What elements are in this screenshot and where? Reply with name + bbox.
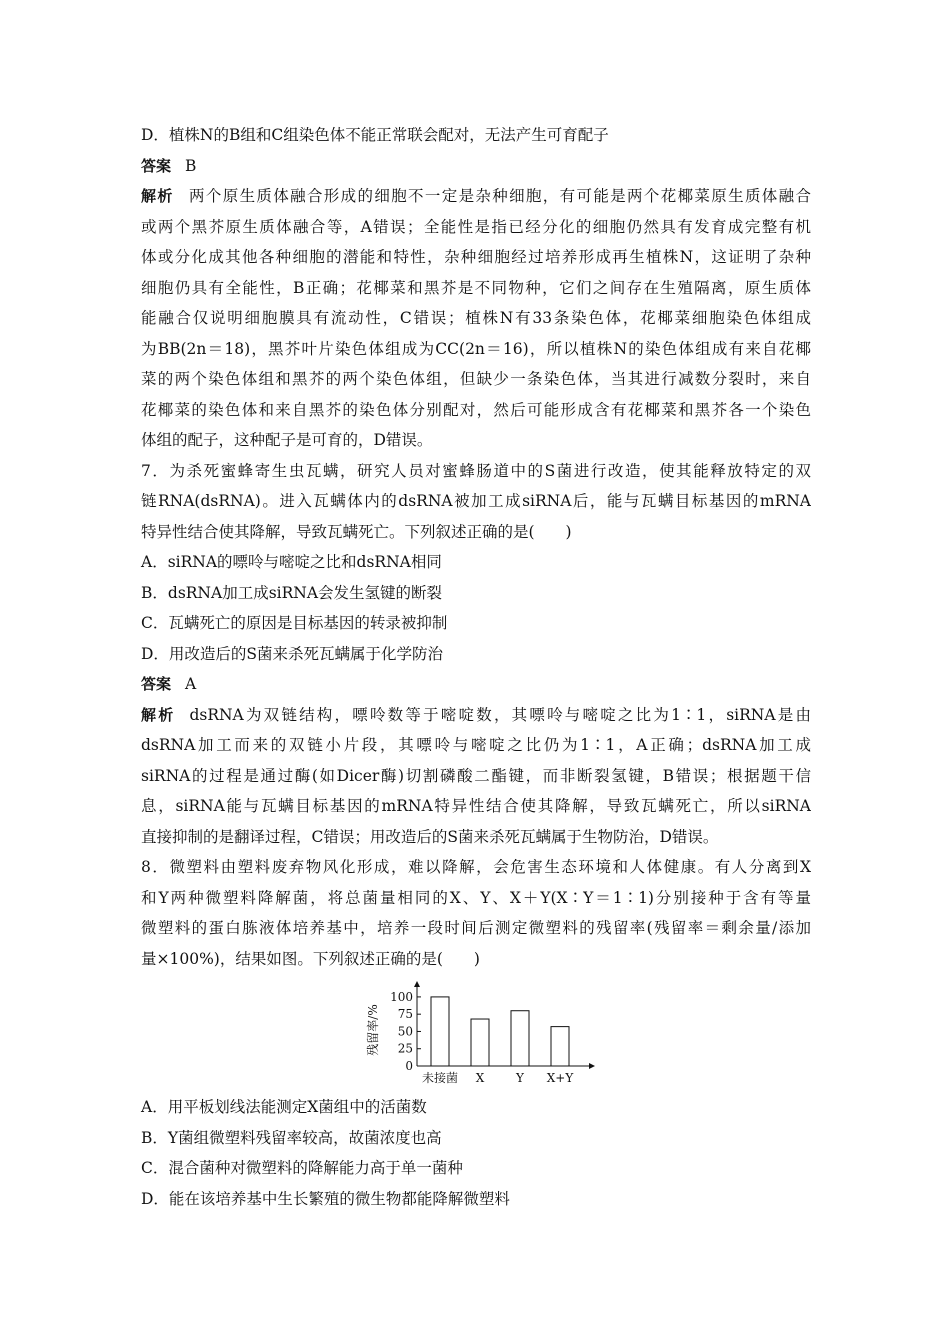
bar	[431, 997, 449, 1066]
q7-answer	[141, 669, 811, 700]
q7-stem-line: 特异性结合使其降解，导致瓦螨死亡。下列叙述正确的是( )	[141, 522, 572, 541]
q8-option-d: D．能在该培养基中生长繁殖的微生物都能降解微塑料	[141, 1189, 510, 1208]
q7-analysis-line: 息，siRNA能与瓦螨目标基因的mRNA特异性结合使其降解，导致瓦螨死亡，所以siRNA	[141, 797, 811, 815]
y-tick-label: 50	[397, 1024, 413, 1039]
q6-analysis-label: 解析	[141, 187, 174, 205]
x-axis-arrow	[589, 1063, 595, 1069]
q7-option-c: C．瓦螨死亡的原因是目标基因的转录被抑制	[141, 614, 448, 632]
q7-option-a: A．siRNA的嘌呤与嘧啶之比和dsRNA相同	[141, 553, 442, 571]
q6-analysis-line: 花椰菜的染色体和来自黑芥的染色体分别配对，然后可能形成含有花椰菜和黑芥各一个染色	[141, 400, 811, 419]
y-axis-arrow	[414, 981, 420, 987]
q6-analysis-line: 解析 两个原生质体融合形成的细胞不一定是杂种细胞，有可能是两个花椰菜原生质体融合	[141, 187, 811, 205]
x-tick-label: 未接菌	[421, 1071, 459, 1085]
q6-answer-label: 答案	[141, 156, 172, 175]
q6-option-d: D．植株N的B组和C组染色体不能正常联会配对，无法产生可育配子	[141, 126, 609, 144]
bar	[511, 1011, 529, 1066]
q6-analysis-line: 能融合仅说明细胞膜具有流动性，C错误；植株N有33条染色体，花椰菜细胞染色体组成	[141, 309, 811, 327]
residual-rate-chart	[141, 978, 811, 1090]
q8-stem-line: 和Y两种微塑料降解菌，将总菌量相同的X、Y、X＋Y(X∶Y＝1∶1)分别接种于含有等量	[141, 888, 811, 907]
q7-option-d: D．用改造后的S菌来杀死瓦螨属于化学防治	[141, 644, 444, 663]
bar	[471, 1019, 489, 1066]
y-axis-label: 残留率/%	[366, 1004, 380, 1056]
x-tick-label: X	[475, 1071, 485, 1085]
x-tick-label: Y	[516, 1071, 524, 1085]
q7-analysis-line: dsRNA加工而来的双链小片段，其嘌呤与嘧啶之比仍为1∶1，A正确；dsRNA加工成	[141, 736, 811, 754]
q7-analysis-line: 直接抑制的是翻译过程，C错误；用改造后的S菌来杀死瓦螨属于生物防治，D错误。	[141, 827, 719, 846]
x-tick-label: X+Y	[546, 1071, 574, 1085]
q7-answer-label: 答案	[141, 675, 172, 693]
q7-analysis-line: siRNA的过程是通过酶(如Dicer酶)切割磷酸二酯键，而非断裂氢键，B错误；根据题干信	[141, 766, 811, 785]
q7-analysis-label: 解析	[141, 705, 176, 724]
q8-stem-line: 8．微塑料由塑料废弃物风化形成，难以降解，会危害生态环境和人体健康。有人分离到X	[141, 858, 811, 876]
q8-stem-line: 微塑料的蛋白胨液体培养基中，培养一段时间后测定微塑料的残留率(残留率＝剩余量/添加	[141, 919, 811, 937]
q8-stem-line: 量×100%)，结果如图。下列叙述正确的是( )	[141, 949, 480, 968]
q6-analysis-line: 菜的两个染色体组和黑芥的两个染色体组，但缺少一条染色体，当其进行减数分裂时，来自	[141, 370, 811, 388]
q7-stem-line: 7．为杀死蜜蜂寄生虫瓦螨，研究人员对蜜蜂肠道中的S菌进行改造，使其能释放特定的双	[141, 461, 811, 480]
y-tick-label: 100	[390, 989, 413, 1004]
y-tick-label: 0	[405, 1059, 413, 1073]
q7-analysis-line: 解析 dsRNA为双链结构，嘌呤数等于嘧啶数，其嘌呤与嘧啶之比为1∶1，siRNA是由	[141, 705, 811, 724]
bar-chart-svg	[363, 978, 613, 1088]
q8-option-b: B．Y菌组微塑料残留率较高，故菌浓度也高	[141, 1128, 442, 1147]
q8-option-c: C．混合菌种对微塑料的降解能力高于单一菌种	[141, 1159, 463, 1177]
q6-analysis-line: 体或分化成其他各种细胞的潜能和特性，杂种细胞经过培养形成再生植株N，这证明了杂种	[141, 248, 811, 266]
q8-option-a: A．用平板划线法能测定X菌组中的活菌数	[141, 1098, 427, 1116]
q7-answer-value: A	[185, 675, 197, 693]
q6-analysis-line: 为BB(2n＝18)，黑芥叶片染色体组成为CC(2n＝16)，所以植株N的染色体组成有来自花椰	[141, 339, 811, 358]
q6-analysis-line: 或两个黑芥原生质体融合等，A错误；全能性是指已经分化的细胞仍然具有发育成完整有机	[141, 217, 811, 236]
bar	[551, 1027, 569, 1066]
q6-analysis-line: 体组的配子，这种配子是可育的，D错误。	[141, 431, 433, 449]
q7-option-b: B．dsRNA加工成siRNA会发生氢键的断裂	[141, 583, 443, 602]
q7-stem-line: 链RNA(dsRNA)。进入瓦螨体内的dsRNA被加工成siRNA后，能与瓦螨目标基因的mRNA	[141, 492, 811, 510]
y-tick-label: 75	[397, 1007, 413, 1022]
y-tick-label: 25	[397, 1041, 413, 1056]
q6-answer	[141, 151, 811, 182]
q6-answer-value: B	[185, 156, 197, 175]
document-page	[141, 120, 811, 1214]
q6-analysis-line: 细胞仍具有全能性，B正确；花椰菜和黑芥是不同物种，它们之间存在生殖隔离，原生质体	[141, 278, 811, 297]
